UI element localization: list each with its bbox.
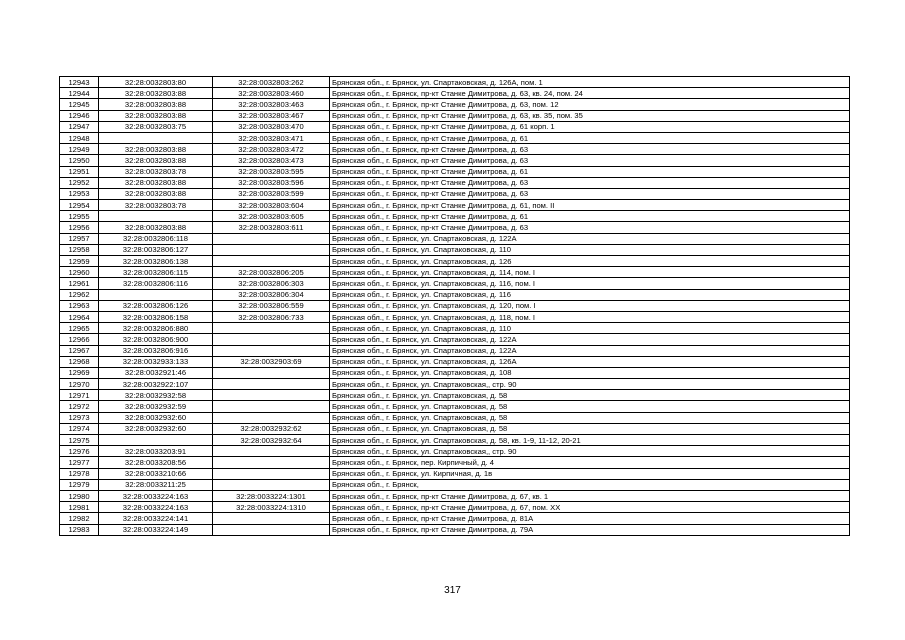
table-row xyxy=(60,300,850,311)
parcel-cadastral-number-cell: 32:28:0032803:78 xyxy=(99,166,213,177)
table-row xyxy=(60,110,850,121)
parcel-cadastral-number-cell: 32:28:0032803:78 xyxy=(99,200,213,211)
table-row xyxy=(60,233,850,244)
registry-table xyxy=(59,76,850,536)
parcel-cadastral-number-cell: 32:28:0032803:88 xyxy=(99,99,213,110)
parcel-cadastral-number-cell: 32:28:0033203:91 xyxy=(99,446,213,457)
row-number-cell: 12973 xyxy=(60,412,99,423)
table-row xyxy=(60,177,850,188)
table-row xyxy=(60,502,850,513)
row-number-cell: 12976 xyxy=(60,446,99,457)
address-cell: Брянская обл., г. Брянск, ул. Спартаковская,, стр. 90 xyxy=(330,446,850,457)
row-number-cell: 12959 xyxy=(60,256,99,267)
parcel-cadastral-number-cell: 32:28:0032922:107 xyxy=(99,379,213,390)
object-cadastral-number-cell xyxy=(213,256,330,267)
address-cell: Брянская обл., г. Брянск, ул. Спартаковская, д. 120, пом. I xyxy=(330,300,850,311)
object-cadastral-number-cell: 32:28:0032803:605 xyxy=(213,211,330,222)
parcel-cadastral-number-cell: 32:28:0032803:88 xyxy=(99,222,213,233)
parcel-cadastral-number-cell: 32:28:0032803:88 xyxy=(99,155,213,166)
address-cell: Брянская обл., г. Брянск, пр-кт Станке Димитрова, д. 63 xyxy=(330,222,850,233)
address-cell: Брянская обл., г. Брянск, ул. Спартаковская, д. 122А xyxy=(330,334,850,345)
row-number-cell: 12981 xyxy=(60,502,99,513)
table-row xyxy=(60,323,850,334)
parcel-cadastral-number-cell: 32:28:0032932:59 xyxy=(99,401,213,412)
address-cell: Брянская обл., г. Брянск, ул. Спартаковская, д. 126 xyxy=(330,256,850,267)
address-cell: Брянская обл., г. Брянск, ул. Спартаковская, д. 110 xyxy=(330,244,850,255)
address-cell: Брянская обл., г. Брянск, ул. Спартаковская, д. 118, пом. I xyxy=(330,311,850,322)
parcel-cadastral-number-cell: 32:28:0033224:141 xyxy=(99,513,213,524)
parcel-cadastral-number-cell: 32:28:0032806:138 xyxy=(99,256,213,267)
object-cadastral-number-cell: 32:28:0033224:1310 xyxy=(213,502,330,513)
address-cell: Брянская обл., г. Брянск, пр-кт Станке Димитрова, д. 63 xyxy=(330,155,850,166)
address-cell: Брянская обл., г. Брянск, пр-кт Станке Димитрова, д. 63, кв. 35, пом. 35 xyxy=(330,110,850,121)
parcel-cadastral-number-cell: 32:28:0032806:126 xyxy=(99,300,213,311)
parcel-cadastral-number-cell xyxy=(99,211,213,222)
parcel-cadastral-number-cell: 32:28:0032921:46 xyxy=(99,367,213,378)
table-row xyxy=(60,479,850,490)
address-cell: Брянская обл., г. Брянск, пр-кт Станке Димитрова, д. 81А xyxy=(330,513,850,524)
row-number-cell: 12954 xyxy=(60,200,99,211)
table-row xyxy=(60,367,850,378)
row-number-cell: 12943 xyxy=(60,77,99,88)
row-number-cell: 12967 xyxy=(60,345,99,356)
parcel-cadastral-number-cell: 32:28:0032803:88 xyxy=(99,177,213,188)
row-number-cell: 12947 xyxy=(60,121,99,132)
row-number-cell: 12977 xyxy=(60,457,99,468)
parcel-cadastral-number-cell: 32:28:0033224:149 xyxy=(99,524,213,535)
table-row xyxy=(60,379,850,390)
row-number-cell: 12951 xyxy=(60,166,99,177)
page-number: 317 xyxy=(444,585,461,596)
row-number-cell: 12949 xyxy=(60,144,99,155)
table-row xyxy=(60,356,850,367)
object-cadastral-number-cell xyxy=(213,524,330,535)
address-cell: Брянская обл., г. Брянск, xyxy=(330,479,850,490)
address-cell: Брянская обл., г. Брянск, ул. Спартаковская, д. 122А xyxy=(330,345,850,356)
table-row xyxy=(60,278,850,289)
address-cell: Брянская обл., г. Брянск, ул. Спартаковская, д. 122А xyxy=(330,233,850,244)
table-row xyxy=(60,401,850,412)
object-cadastral-number-cell: 32:28:0032803:611 xyxy=(213,222,330,233)
address-cell: Брянская обл., г. Брянск, ул. Спартаковская, д. 58, кв. 1-9, 11-12, 20-21 xyxy=(330,435,850,446)
address-cell: Брянская обл., г. Брянск, пр-кт Станке Димитрова, д. 63 xyxy=(330,144,850,155)
parcel-cadastral-number-cell: 32:28:0032806:116 xyxy=(99,278,213,289)
parcel-cadastral-number-cell: 32:28:0032806:115 xyxy=(99,267,213,278)
table-row xyxy=(60,390,850,401)
address-cell: Брянская обл., г. Брянск, пер. Кирпичный, д. 4 xyxy=(330,457,850,468)
object-cadastral-number-cell: 32:28:0032803:467 xyxy=(213,110,330,121)
parcel-cadastral-number-cell: 32:28:0032806:127 xyxy=(99,244,213,255)
address-cell: Брянская обл., г. Брянск, ул. Кирпичная, д. 1в xyxy=(330,468,850,479)
row-number-cell: 12950 xyxy=(60,155,99,166)
object-cadastral-number-cell: 32:28:0032932:64 xyxy=(213,435,330,446)
parcel-cadastral-number-cell: 32:28:0032806:118 xyxy=(99,233,213,244)
address-cell: Брянская обл., г. Брянск, пр-кт Станке Димитрова, д. 61, пом. II xyxy=(330,200,850,211)
table-row xyxy=(60,188,850,199)
object-cadastral-number-cell xyxy=(213,233,330,244)
table-row xyxy=(60,211,850,222)
object-cadastral-number-cell xyxy=(213,244,330,255)
parcel-cadastral-number-cell: 32:28:0032803:88 xyxy=(99,188,213,199)
address-cell: Брянская обл., г. Брянск, пр-кт Станке Димитрова, д. 63 xyxy=(330,188,850,199)
address-cell: Брянская обл., г. Брянск, ул. Спартаковская, д. 58 xyxy=(330,401,850,412)
object-cadastral-number-cell: 32:28:0032806:205 xyxy=(213,267,330,278)
object-cadastral-number-cell: 32:28:0032803:599 xyxy=(213,188,330,199)
parcel-cadastral-number-cell: 32:28:0032806:158 xyxy=(99,311,213,322)
row-number-cell: 12945 xyxy=(60,99,99,110)
row-number-cell: 12979 xyxy=(60,479,99,490)
object-cadastral-number-cell: 32:28:0032932:62 xyxy=(213,423,330,434)
row-number-cell: 12970 xyxy=(60,379,99,390)
parcel-cadastral-number-cell xyxy=(99,289,213,300)
object-cadastral-number-cell xyxy=(213,367,330,378)
parcel-cadastral-number-cell: 32:28:0032932:60 xyxy=(99,412,213,423)
object-cadastral-number-cell: 32:28:0032803:460 xyxy=(213,88,330,99)
object-cadastral-number-cell xyxy=(213,345,330,356)
table-row xyxy=(60,155,850,166)
table-row xyxy=(60,513,850,524)
address-cell: Брянская обл., г. Брянск, ул. Спартаковская, д. 58 xyxy=(330,390,850,401)
table-row xyxy=(60,256,850,267)
row-number-cell: 12972 xyxy=(60,401,99,412)
object-cadastral-number-cell: 32:28:0032803:463 xyxy=(213,99,330,110)
address-cell: Брянская обл., г. Брянск, ул. Спартаковская, д. 126А xyxy=(330,356,850,367)
object-cadastral-number-cell xyxy=(213,513,330,524)
object-cadastral-number-cell: 32:28:0032806:733 xyxy=(213,311,330,322)
table-row xyxy=(60,468,850,479)
table-row xyxy=(60,267,850,278)
table-row xyxy=(60,423,850,434)
address-cell: Брянская обл., г. Брянск, ул. Спартаковская, д. 58 xyxy=(330,412,850,423)
row-number-cell: 12944 xyxy=(60,88,99,99)
row-number-cell: 12975 xyxy=(60,435,99,446)
object-cadastral-number-cell: 32:28:0032806:559 xyxy=(213,300,330,311)
object-cadastral-number-cell xyxy=(213,479,330,490)
row-number-cell: 12982 xyxy=(60,513,99,524)
parcel-cadastral-number-cell: 32:28:0033224:163 xyxy=(99,490,213,501)
parcel-cadastral-number-cell: 32:28:0033224:163 xyxy=(99,502,213,513)
row-number-cell: 12968 xyxy=(60,356,99,367)
address-cell: Брянская обл., г. Брянск, пр-кт Станке Димитрова, д. 63, кв. 24, пом. 24 xyxy=(330,88,850,99)
table-row xyxy=(60,166,850,177)
address-cell: Брянская обл., г. Брянск, ул. Спартаковская, д. 108 xyxy=(330,367,850,378)
row-number-cell: 12962 xyxy=(60,289,99,300)
row-number-cell: 12953 xyxy=(60,188,99,199)
table-row xyxy=(60,334,850,345)
parcel-cadastral-number-cell: 32:28:0032932:58 xyxy=(99,390,213,401)
object-cadastral-number-cell: 32:28:0032803:596 xyxy=(213,177,330,188)
object-cadastral-number-cell xyxy=(213,412,330,423)
object-cadastral-number-cell xyxy=(213,334,330,345)
row-number-cell: 12971 xyxy=(60,390,99,401)
object-cadastral-number-cell: 32:28:0032803:470 xyxy=(213,121,330,132)
object-cadastral-number-cell: 32:28:0032806:304 xyxy=(213,289,330,300)
row-number-cell: 12966 xyxy=(60,334,99,345)
address-cell: Брянская обл., г. Брянск, пр-кт Станке Димитрова, д. 67, пом. XX xyxy=(330,502,850,513)
address-cell: Брянская обл., г. Брянск, пр-кт Станке Димитрова, д. 79А xyxy=(330,524,850,535)
address-cell: Брянская обл., г. Брянск, ул. Спартаковская, д. 116, пом. I xyxy=(330,278,850,289)
table-row xyxy=(60,144,850,155)
table-row xyxy=(60,244,850,255)
object-cadastral-number-cell: 32:28:0032803:472 xyxy=(213,144,330,155)
object-cadastral-number-cell xyxy=(213,379,330,390)
parcel-cadastral-number-cell: 32:28:0032803:75 xyxy=(99,121,213,132)
object-cadastral-number-cell: 32:28:0032803:262 xyxy=(213,77,330,88)
table-row xyxy=(60,412,850,423)
object-cadastral-number-cell: 32:28:0032803:604 xyxy=(213,200,330,211)
parcel-cadastral-number-cell: 32:28:0032803:88 xyxy=(99,144,213,155)
address-cell: Брянская обл., г. Брянск, ул. Спартаковская, д. 58 xyxy=(330,423,850,434)
table-row xyxy=(60,222,850,233)
parcel-cadastral-number-cell xyxy=(99,132,213,143)
row-number-cell: 12978 xyxy=(60,468,99,479)
object-cadastral-number-cell xyxy=(213,468,330,479)
parcel-cadastral-number-cell: 32:28:0032806:916 xyxy=(99,345,213,356)
address-cell: Брянская обл., г. Брянск, ул. Спартаковская, д. 114, пом. I xyxy=(330,267,850,278)
table-row xyxy=(60,121,850,132)
parcel-cadastral-number-cell xyxy=(99,435,213,446)
parcel-cadastral-number-cell: 32:28:0032806:880 xyxy=(99,323,213,334)
address-cell: Брянская обл., г. Брянск, пр-кт Станке Димитрова, д. 61 xyxy=(330,166,850,177)
table-row xyxy=(60,435,850,446)
row-number-cell: 12974 xyxy=(60,423,99,434)
table-row xyxy=(60,311,850,322)
parcel-cadastral-number-cell: 32:28:0032932:60 xyxy=(99,423,213,434)
row-number-cell: 12983 xyxy=(60,524,99,535)
row-number-cell: 12957 xyxy=(60,233,99,244)
row-number-cell: 12956 xyxy=(60,222,99,233)
parcel-cadastral-number-cell: 32:28:0033211:25 xyxy=(99,479,213,490)
table-row xyxy=(60,524,850,535)
address-cell: Брянская обл., г. Брянск, пр-кт Станке Димитрова, д. 63, пом. 12 xyxy=(330,99,850,110)
object-cadastral-number-cell: 32:28:0032806:303 xyxy=(213,278,330,289)
address-cell: Брянская обл., г. Брянск, ул. Спартаковская, д. 116 xyxy=(330,289,850,300)
row-number-cell: 12965 xyxy=(60,323,99,334)
row-number-cell: 12960 xyxy=(60,267,99,278)
object-cadastral-number-cell xyxy=(213,323,330,334)
parcel-cadastral-number-cell: 32:28:0032933:133 xyxy=(99,356,213,367)
row-number-cell: 12964 xyxy=(60,311,99,322)
table-row xyxy=(60,99,850,110)
address-cell: Брянская обл., г. Брянск, пр-кт Станке Димитрова, д. 67, кв. 1 xyxy=(330,490,850,501)
object-cadastral-number-cell: 32:28:0032803:471 xyxy=(213,132,330,143)
object-cadastral-number-cell xyxy=(213,390,330,401)
table-row xyxy=(60,132,850,143)
object-cadastral-number-cell xyxy=(213,446,330,457)
parcel-cadastral-number-cell: 32:28:0032803:80 xyxy=(99,77,213,88)
table-row xyxy=(60,490,850,501)
row-number-cell: 12946 xyxy=(60,110,99,121)
row-number-cell: 12980 xyxy=(60,490,99,501)
object-cadastral-number-cell: 32:28:0032803:473 xyxy=(213,155,330,166)
table-row xyxy=(60,77,850,88)
row-number-cell: 12963 xyxy=(60,300,99,311)
table-row xyxy=(60,88,850,99)
object-cadastral-number-cell: 32:28:0032903:69 xyxy=(213,356,330,367)
object-cadastral-number-cell xyxy=(213,457,330,468)
address-cell: Брянская обл., г. Брянск, пр-кт Станке Димитрова, д. 61 xyxy=(330,211,850,222)
row-number-cell: 12955 xyxy=(60,211,99,222)
table-row xyxy=(60,446,850,457)
parcel-cadastral-number-cell: 32:28:0032803:88 xyxy=(99,110,213,121)
address-cell: Брянская обл., г. Брянск, ул. Спартаковская,, стр. 90 xyxy=(330,379,850,390)
parcel-cadastral-number-cell: 32:28:0033210:66 xyxy=(99,468,213,479)
parcel-cadastral-number-cell: 32:28:0032803:88 xyxy=(99,88,213,99)
row-number-cell: 12961 xyxy=(60,278,99,289)
row-number-cell: 12952 xyxy=(60,177,99,188)
table-row xyxy=(60,345,850,356)
address-cell: Брянская обл., г. Брянск, пр-кт Станке Димитрова, д. 61 xyxy=(330,132,850,143)
object-cadastral-number-cell xyxy=(213,401,330,412)
address-cell: Брянская обл., г. Брянск, ул. Спартаковская, д. 126А, пом. 1 xyxy=(330,77,850,88)
object-cadastral-number-cell: 32:28:0032803:595 xyxy=(213,166,330,177)
table-row xyxy=(60,457,850,468)
row-number-cell: 12958 xyxy=(60,244,99,255)
address-cell: Брянская обл., г. Брянск, пр-кт Станке Димитрова, д. 63 xyxy=(330,177,850,188)
row-number-cell: 12948 xyxy=(60,132,99,143)
object-cadastral-number-cell: 32:28:0033224:1301 xyxy=(213,490,330,501)
address-cell: Брянская обл., г. Брянск, ул. Спартаковская, д. 110 xyxy=(330,323,850,334)
address-cell: Брянская обл., г. Брянск, пр-кт Станке Димитрова, д. 61 корп. 1 xyxy=(330,121,850,132)
table-row xyxy=(60,200,850,211)
table-row xyxy=(60,289,850,300)
row-number-cell: 12969 xyxy=(60,367,99,378)
parcel-cadastral-number-cell: 32:28:0032806:900 xyxy=(99,334,213,345)
parcel-cadastral-number-cell: 32:28:0033208:56 xyxy=(99,457,213,468)
registry-table-body xyxy=(60,77,850,536)
